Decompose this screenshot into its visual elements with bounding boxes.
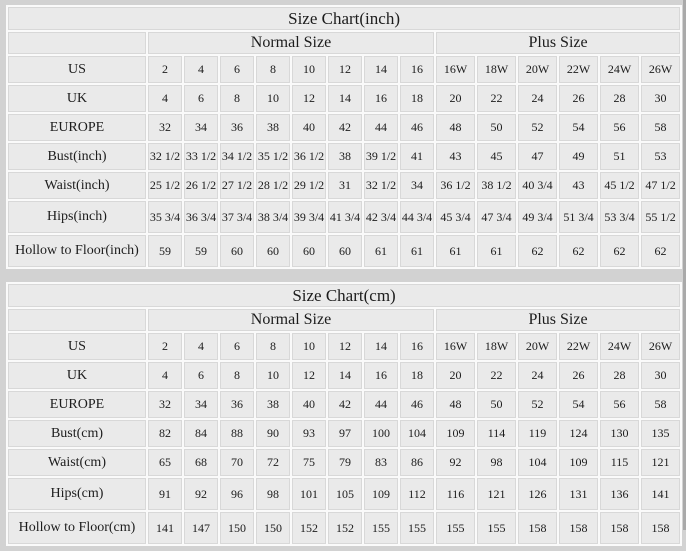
size-value-cell: 52 — [518, 391, 557, 418]
table-row — [8, 143, 680, 170]
size-value-cell: 47 — [518, 143, 557, 170]
size-value-cell: 58 — [641, 391, 680, 418]
row-label: UK — [8, 85, 146, 112]
size-value-cell: 59 — [148, 235, 182, 267]
size-value-cell: 32 — [148, 391, 182, 418]
size-value-cell: 32 1/2 — [148, 143, 182, 170]
size-value-cell: 96 — [220, 478, 254, 510]
size-value-cell: 56 — [600, 114, 639, 141]
size-value-cell: 53 — [641, 143, 680, 170]
size-value-cell: 16W — [436, 56, 475, 83]
size-value-cell: 29 1/2 — [292, 172, 326, 199]
table-row — [8, 362, 680, 389]
size-value-cell: 36 3/4 — [184, 201, 218, 233]
size-value-cell: 10 — [292, 56, 326, 83]
size-value-cell: 54 — [559, 391, 598, 418]
size-value-cell: 116 — [436, 478, 475, 510]
size-value-cell: 16 — [400, 56, 434, 83]
size-value-cell: 26 1/2 — [184, 172, 218, 199]
corner-cell — [8, 309, 146, 331]
size-value-cell: 30 — [641, 85, 680, 112]
size-value-cell: 20 — [436, 362, 475, 389]
size-value-cell: 10 — [256, 362, 290, 389]
table-row — [8, 201, 680, 233]
size-value-cell: 45 1/2 — [600, 172, 639, 199]
size-value-cell: 52 — [518, 114, 557, 141]
row-label: Bust(cm) — [8, 420, 146, 447]
row-label: Hips(cm) — [8, 478, 146, 510]
size-value-cell: 60 — [328, 235, 362, 267]
size-chart-inch-table — [6, 5, 682, 269]
size-value-cell: 40 3/4 — [518, 172, 557, 199]
row-label: Hips(inch) — [8, 201, 146, 233]
size-value-cell: 50 — [477, 114, 516, 141]
size-value-cell: 150 — [220, 512, 254, 544]
size-value-cell: 34 — [184, 114, 218, 141]
size-value-cell: 41 3/4 — [328, 201, 362, 233]
size-value-cell: 43 — [559, 172, 598, 199]
size-value-cell: 45 — [477, 143, 516, 170]
size-value-cell: 4 — [184, 333, 218, 360]
size-value-cell: 44 — [364, 114, 398, 141]
size-value-cell: 100 — [364, 420, 398, 447]
size-value-cell: 34 — [400, 172, 434, 199]
size-value-cell: 62 — [559, 235, 598, 267]
size-value-cell: 70 — [220, 449, 254, 476]
size-value-cell: 28 1/2 — [256, 172, 290, 199]
row-label: UK — [8, 362, 146, 389]
size-value-cell: 158 — [641, 512, 680, 544]
size-value-cell: 31 — [328, 172, 362, 199]
size-value-cell: 14 — [364, 56, 398, 83]
size-value-cell: 36 — [220, 391, 254, 418]
table-row — [8, 420, 680, 447]
size-value-cell: 88 — [220, 420, 254, 447]
table-row — [8, 85, 680, 112]
size-value-cell: 44 3/4 — [400, 201, 434, 233]
size-value-cell: 83 — [364, 449, 398, 476]
size-value-cell: 104 — [518, 449, 557, 476]
column-group-header-normal: Normal Size — [148, 32, 434, 54]
size-value-cell: 38 — [328, 143, 362, 170]
size-value-cell: 20W — [518, 56, 557, 83]
size-value-cell: 35 1/2 — [256, 143, 290, 170]
size-value-cell: 40 — [292, 391, 326, 418]
table-row — [8, 114, 680, 141]
size-value-cell: 8 — [220, 85, 254, 112]
size-value-cell: 121 — [477, 478, 516, 510]
size-value-cell: 34 — [184, 391, 218, 418]
size-value-cell: 14 — [364, 333, 398, 360]
size-value-cell: 126 — [518, 478, 557, 510]
table-row — [8, 478, 680, 510]
size-value-cell: 16 — [400, 333, 434, 360]
size-value-cell: 61 — [477, 235, 516, 267]
size-value-cell: 109 — [364, 478, 398, 510]
size-value-cell: 14 — [328, 85, 362, 112]
size-value-cell: 42 — [328, 114, 362, 141]
column-group-header-plus: Plus Size — [436, 32, 680, 54]
size-value-cell: 22W — [559, 56, 598, 83]
size-value-cell: 47 3/4 — [477, 201, 516, 233]
size-value-cell: 54 — [559, 114, 598, 141]
size-value-cell: 8 — [220, 362, 254, 389]
size-value-cell: 55 1/2 — [641, 201, 680, 233]
size-value-cell: 18W — [477, 333, 516, 360]
size-value-cell: 46 — [400, 391, 434, 418]
size-value-cell: 158 — [600, 512, 639, 544]
size-value-cell: 12 — [328, 56, 362, 83]
size-value-cell: 61 — [436, 235, 475, 267]
size-value-cell: 62 — [518, 235, 557, 267]
size-value-cell: 105 — [328, 478, 362, 510]
size-value-cell: 44 — [364, 391, 398, 418]
row-label: US — [8, 56, 146, 83]
size-value-cell: 114 — [477, 420, 516, 447]
size-value-cell: 22 — [477, 362, 516, 389]
table-row — [8, 172, 680, 199]
size-value-cell: 2 — [148, 333, 182, 360]
size-value-cell: 136 — [600, 478, 639, 510]
size-value-cell: 6 — [220, 56, 254, 83]
size-value-cell: 60 — [292, 235, 326, 267]
size-value-cell: 109 — [436, 420, 475, 447]
size-value-cell: 2 — [148, 56, 182, 83]
chart-title: Size Chart(inch) — [8, 7, 680, 30]
table-row — [8, 391, 680, 418]
size-value-cell: 16 — [364, 362, 398, 389]
size-value-cell: 49 — [559, 143, 598, 170]
column-group-header-plus: Plus Size — [436, 309, 680, 331]
size-value-cell: 18 — [400, 85, 434, 112]
size-value-cell: 32 1/2 — [364, 172, 398, 199]
size-value-cell: 12 — [292, 85, 326, 112]
size-value-cell: 12 — [292, 362, 326, 389]
size-value-cell: 130 — [600, 420, 639, 447]
size-value-cell: 50 — [477, 391, 516, 418]
size-value-cell: 155 — [477, 512, 516, 544]
size-value-cell: 18 — [400, 362, 434, 389]
size-value-cell: 75 — [292, 449, 326, 476]
row-label: EUROPE — [8, 391, 146, 418]
size-value-cell: 6 — [184, 85, 218, 112]
size-value-cell: 10 — [292, 333, 326, 360]
size-value-cell: 121 — [641, 449, 680, 476]
size-value-cell: 39 3/4 — [292, 201, 326, 233]
size-value-cell: 36 1/2 — [292, 143, 326, 170]
size-value-cell: 51 3/4 — [559, 201, 598, 233]
row-label: Waist(inch) — [8, 172, 146, 199]
size-value-cell: 18W — [477, 56, 516, 83]
size-value-cell: 82 — [148, 420, 182, 447]
size-value-cell: 46 — [400, 114, 434, 141]
size-value-cell: 41 — [400, 143, 434, 170]
size-value-cell: 6 — [184, 362, 218, 389]
size-value-cell: 155 — [364, 512, 398, 544]
size-value-cell: 38 — [256, 114, 290, 141]
size-value-cell: 91 — [148, 478, 182, 510]
size-value-cell: 158 — [559, 512, 598, 544]
size-chart-cm-table — [6, 282, 682, 546]
size-value-cell: 40 — [292, 114, 326, 141]
row-label: EUROPE — [8, 114, 146, 141]
row-label: Hollow to Floor(cm) — [8, 512, 146, 544]
size-value-cell: 48 — [436, 114, 475, 141]
size-value-cell: 141 — [148, 512, 182, 544]
size-value-cell: 97 — [328, 420, 362, 447]
size-value-cell: 24W — [600, 333, 639, 360]
size-value-cell: 30 — [641, 362, 680, 389]
size-value-cell: 152 — [292, 512, 326, 544]
size-value-cell: 26 — [559, 362, 598, 389]
size-value-cell: 51 — [600, 143, 639, 170]
size-value-cell: 42 — [328, 391, 362, 418]
size-value-cell: 59 — [184, 235, 218, 267]
size-value-cell: 68 — [184, 449, 218, 476]
size-value-cell: 158 — [518, 512, 557, 544]
size-value-cell: 4 — [148, 85, 182, 112]
table-row — [8, 56, 680, 83]
size-value-cell: 35 3/4 — [148, 201, 182, 233]
size-value-cell: 8 — [256, 56, 290, 83]
size-value-cell: 135 — [641, 420, 680, 447]
size-value-cell: 72 — [256, 449, 290, 476]
size-value-cell: 92 — [436, 449, 475, 476]
size-value-cell: 93 — [292, 420, 326, 447]
size-value-cell: 115 — [600, 449, 639, 476]
size-value-cell: 47 1/2 — [641, 172, 680, 199]
size-value-cell: 36 — [220, 114, 254, 141]
row-label: Bust(inch) — [8, 143, 146, 170]
size-value-cell: 24 — [518, 85, 557, 112]
size-value-cell: 109 — [559, 449, 598, 476]
size-value-cell: 34 1/2 — [220, 143, 254, 170]
table-row — [8, 235, 680, 267]
size-value-cell: 61 — [364, 235, 398, 267]
size-value-cell: 26W — [641, 333, 680, 360]
size-value-cell: 150 — [256, 512, 290, 544]
size-value-cell: 24 — [518, 362, 557, 389]
size-value-cell: 22W — [559, 333, 598, 360]
size-value-cell: 26W — [641, 56, 680, 83]
table-row — [8, 449, 680, 476]
size-value-cell: 60 — [256, 235, 290, 267]
size-value-cell: 155 — [400, 512, 434, 544]
size-value-cell: 131 — [559, 478, 598, 510]
table-row — [8, 512, 680, 544]
size-value-cell: 20W — [518, 333, 557, 360]
size-value-cell: 61 — [400, 235, 434, 267]
size-value-cell: 124 — [559, 420, 598, 447]
size-value-cell: 32 — [148, 114, 182, 141]
size-value-cell: 24W — [600, 56, 639, 83]
size-value-cell: 36 1/2 — [436, 172, 475, 199]
size-value-cell: 38 — [256, 391, 290, 418]
size-value-cell: 79 — [328, 449, 362, 476]
size-value-cell: 37 3/4 — [220, 201, 254, 233]
row-label: US — [8, 333, 146, 360]
table-row — [8, 333, 680, 360]
size-value-cell: 28 — [600, 362, 639, 389]
size-value-cell: 38 1/2 — [477, 172, 516, 199]
size-value-cell: 27 1/2 — [220, 172, 254, 199]
size-value-cell: 22 — [477, 85, 516, 112]
size-value-cell: 84 — [184, 420, 218, 447]
size-value-cell: 25 1/2 — [148, 172, 182, 199]
column-group-header-normal: Normal Size — [148, 309, 434, 331]
size-value-cell: 28 — [600, 85, 639, 112]
size-value-cell: 10 — [256, 85, 290, 112]
size-value-cell: 12 — [328, 333, 362, 360]
size-value-cell: 56 — [600, 391, 639, 418]
size-value-cell: 49 3/4 — [518, 201, 557, 233]
size-value-cell: 14 — [328, 362, 362, 389]
size-value-cell: 26 — [559, 85, 598, 112]
size-value-cell: 155 — [436, 512, 475, 544]
size-value-cell: 8 — [256, 333, 290, 360]
size-value-cell: 16 — [364, 85, 398, 112]
size-value-cell: 53 3/4 — [600, 201, 639, 233]
size-value-cell: 45 3/4 — [436, 201, 475, 233]
size-value-cell: 60 — [220, 235, 254, 267]
size-value-cell: 20 — [436, 85, 475, 112]
size-value-cell: 147 — [184, 512, 218, 544]
size-value-cell: 98 — [477, 449, 516, 476]
row-label: Hollow to Floor(inch) — [8, 235, 146, 267]
size-value-cell: 62 — [600, 235, 639, 267]
size-value-cell: 65 — [148, 449, 182, 476]
row-label: Waist(cm) — [8, 449, 146, 476]
size-value-cell: 39 1/2 — [364, 143, 398, 170]
size-value-cell: 112 — [400, 478, 434, 510]
size-value-cell: 6 — [220, 333, 254, 360]
size-value-cell: 104 — [400, 420, 434, 447]
size-value-cell: 92 — [184, 478, 218, 510]
size-value-cell: 152 — [328, 512, 362, 544]
size-value-cell: 43 — [436, 143, 475, 170]
size-value-cell: 16W — [436, 333, 475, 360]
size-value-cell: 62 — [641, 235, 680, 267]
chart-title: Size Chart(cm) — [8, 284, 680, 307]
size-value-cell: 101 — [292, 478, 326, 510]
size-value-cell: 48 — [436, 391, 475, 418]
size-value-cell: 42 3/4 — [364, 201, 398, 233]
size-value-cell: 4 — [184, 56, 218, 83]
size-value-cell: 141 — [641, 478, 680, 510]
size-value-cell: 38 3/4 — [256, 201, 290, 233]
size-value-cell: 86 — [400, 449, 434, 476]
size-value-cell: 4 — [148, 362, 182, 389]
size-value-cell: 33 1/2 — [184, 143, 218, 170]
size-value-cell: 58 — [641, 114, 680, 141]
size-value-cell: 98 — [256, 478, 290, 510]
corner-cell — [8, 32, 146, 54]
size-value-cell: 90 — [256, 420, 290, 447]
size-value-cell: 119 — [518, 420, 557, 447]
